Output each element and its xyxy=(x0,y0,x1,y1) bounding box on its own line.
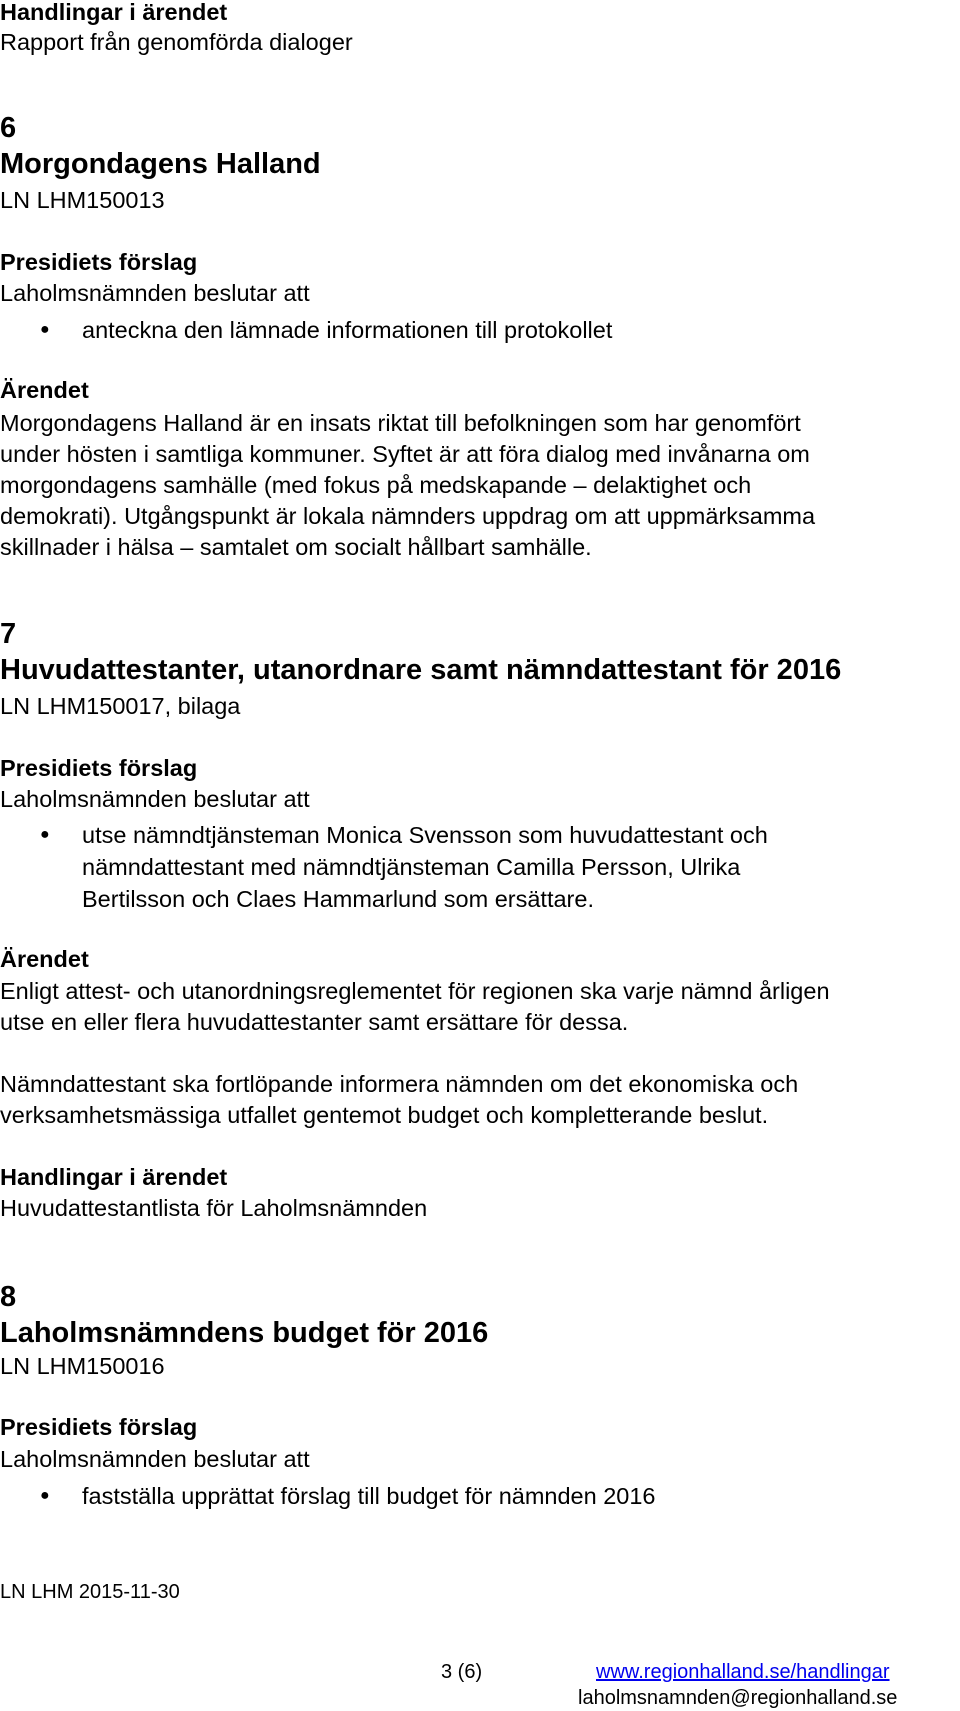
item6-matter-heading: Ärendet xyxy=(0,377,89,403)
item8-proposal-heading: Presidiets förslag xyxy=(0,1414,198,1440)
item7-bullet-text: utse nämndtjänsteman Monica Svensson som huvudattestant och xyxy=(82,822,768,848)
item6-matter-line: under hösten i samtliga kommuner. Syftet är att föra dialog med invånarna om xyxy=(0,441,810,467)
footer-link[interactable]: www.regionhalland.se/handlingar xyxy=(596,1661,890,1683)
item7-matter-line: Enligt attest- och utanordningsreglementet för regionen ska varje nämnd årligen xyxy=(0,978,830,1004)
item6-matter-line: demokrati). Utgångspunkt är lokala nämnders uppdrag om att uppmärksamma xyxy=(0,503,816,529)
bullet-icon: ● xyxy=(40,321,50,338)
item8-title: Laholmsnämndens budget för 2016 xyxy=(0,1317,489,1349)
item6-ref: LN LHM150013 xyxy=(0,187,165,213)
top-docs-heading: Handlingar i ärendet xyxy=(0,0,228,25)
item7-docs-heading: Handlingar i ärendet xyxy=(0,1164,228,1190)
top-docs-text: Rapport från genomförda dialoger xyxy=(0,29,353,55)
bullet-icon: ● xyxy=(40,1487,50,1504)
item6-proposal-heading: Presidiets förslag xyxy=(0,249,198,275)
item7-docs-text: Huvudattestantlista för Laholmsnämnden xyxy=(0,1195,428,1221)
item6-matter-line: skillnader i hälsa – samtalet om socialt hållbart samhälle. xyxy=(0,534,592,560)
item7-title: Huvudattestanter, utanordnare samt nämndattestant för 2016 xyxy=(0,654,842,686)
footer-doc-date: LN LHM 2015-11-30 xyxy=(0,1581,180,1603)
bullet-icon: ● xyxy=(40,826,50,843)
footer-page-number: 3 (6) xyxy=(441,1661,483,1683)
item6-proposal-intro: Laholmsnämnden beslutar att xyxy=(0,280,310,306)
item7-matter-line: Nämndattestant ska fortlöpande informera nämnden om det ekonomiska och xyxy=(0,1071,799,1097)
item7-proposal-intro: Laholmsnämnden beslutar att xyxy=(0,786,310,812)
item6-bullet-text: anteckna den lämnade informationen till protokollet xyxy=(82,317,613,343)
item7-matter-line: utse en eller flera huvudattestanter samt ersättare för dessa. xyxy=(0,1009,629,1035)
item7-matter-line: verksamhetsmässiga utfallet gentemot budget och kompletterande beslut. xyxy=(0,1102,769,1128)
item6-number: 6 xyxy=(0,112,17,144)
item6-matter-line: Morgondagens Halland är en insats riktat till befolkningen som har genomfört xyxy=(0,410,801,436)
item8-proposal-intro: Laholmsnämnden beslutar att xyxy=(0,1446,310,1472)
item7-number: 7 xyxy=(0,618,17,650)
footer-email: laholmsnamnden@regionhalland.se xyxy=(578,1687,898,1709)
item8-number: 8 xyxy=(0,1281,17,1313)
item7-ref: LN LHM150017, bilaga xyxy=(0,693,241,719)
item7-matter-heading: Ärendet xyxy=(0,946,89,972)
item7-bullet-text: Bertilsson och Claes Hammarlund som ersättare. xyxy=(82,886,594,912)
item6-matter-line: morgondagens samhälle (med fokus på medskapande – delaktighet och xyxy=(0,472,752,498)
item8-ref: LN LHM150016 xyxy=(0,1353,165,1379)
item7-proposal-heading: Presidiets förslag xyxy=(0,755,198,781)
item8-bullet-text: fastställa upprättat förslag till budget för nämnden 2016 xyxy=(82,1483,656,1509)
item7-bullet-text: nämndattestant med nämndtjänsteman Camilla Persson, Ulrika xyxy=(82,854,741,880)
item6-title: Morgondagens Halland xyxy=(0,148,321,180)
